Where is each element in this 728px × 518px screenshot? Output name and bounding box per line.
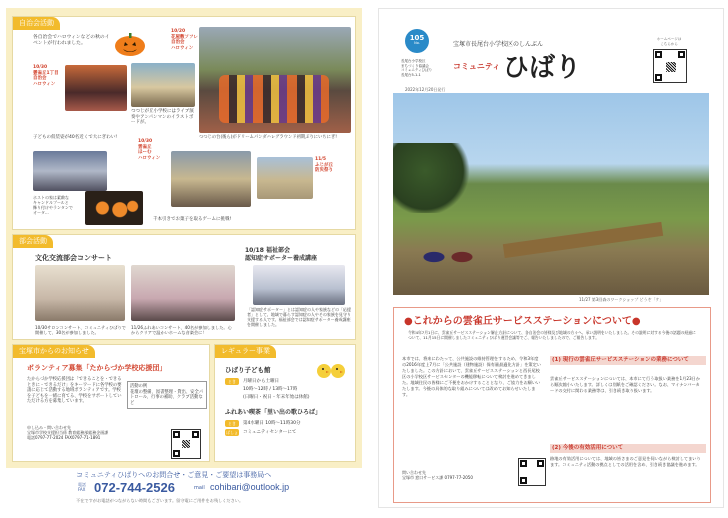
homepage-qr-code[interactable]	[653, 49, 687, 83]
cap-kids: 子どもの仮装姿が40名近くで大にぎわい!	[33, 135, 118, 140]
photo-concert-b	[131, 265, 235, 321]
chip-when-b: とき	[225, 420, 239, 427]
issue-number: 105	[409, 34, 425, 42]
masthead-subtitle: 宝塚市長尾台小学校区のしんぶん	[453, 41, 544, 48]
photo-concert-a	[35, 265, 125, 321]
notice-examples: 活動の例 花壇の整備、図書整理・貸出、安全パトロール、行事の補助、クラブ活動など	[127, 381, 207, 409]
photo-caption: 11/27 第3回森のワークショップ どうぞ「ケ」	[579, 297, 664, 302]
footer-email[interactable]: cohibari@outlook.jp	[210, 482, 290, 492]
halloween-section	[12, 16, 356, 230]
cap-live: つつじが丘小学校にはライブ演奏やアンパンマンのイラストボードが。	[131, 109, 194, 125]
masthead-title: ひばり	[503, 53, 582, 83]
regular-time-b2: コミュニティセンターにて	[243, 430, 297, 435]
tag-1030b: 10/30 雲雀丘 ほーむ ハロウィン	[138, 139, 161, 161]
photo-bingo	[33, 151, 107, 191]
photo-live-music	[131, 63, 195, 107]
regular-title-a: ひばり子ども館	[225, 366, 271, 374]
regular-time-a1: 月曜日から土曜日	[243, 379, 279, 384]
halloween-header: 自治会活動	[13, 17, 60, 30]
chip-where-b: ばしょ	[226, 430, 238, 435]
culture-header: 部会活動	[13, 235, 53, 248]
article-contact: 問い合わせ先 宝塚市 窓口サービス課 0797-77-2050	[402, 470, 473, 480]
issue-date: 2022年12月20日発行	[405, 87, 446, 92]
side-info: 長尾台小学校区 まちづくり協議会 コミュニティひばり 長尾台5-1-1	[401, 59, 433, 77]
chip-when-a: とき	[225, 378, 239, 385]
tag-1020: 10/20 花屋敷ソフレ 自治会 ハロウィン	[171, 29, 198, 51]
culture-body-b: 「認知症サポーター」とは認知症の人や家族などの「応援者」として、地域で暮らす認知症の人やその家族を見守り支援する人です。福祉部会では認知症サポーター養成講座を開催しました。	[247, 307, 351, 327]
culture-title-a: 文化交流部会コンサート	[35, 254, 112, 262]
tag-1030a: 10/30 霊雀丘1丁目 自治会 ハロウィン	[33, 65, 59, 87]
halloween-intro: 各自治会でハロウィンなどの秋のイベントが行われました。	[33, 35, 110, 47]
footer-heading: コミュニティひばりへのお問合せ・ご意見・ご要望は事務局へ	[76, 471, 272, 479]
regular-time-a3: (日曜日・祝日・年末年始は休館)	[243, 395, 310, 400]
notice-title: ボランティア募集「たからづか学校応援団」	[27, 364, 167, 372]
article-lead: 令和4年7月1日に、雲雀丘サービスステーション解止方針について、各自治会の皆様及び地域の方々へ、承い説明をいたしました。その説明に対する今後の話題の経過について、11月15日に開催しましたコミュニティひばり運営会議等でご、報告いたしましたので、ご報告します。	[408, 330, 696, 340]
cap-tsutsuji: つつじの台(後ら)がドリームパンダハレグラウンド初期ぶりにいちにぎ!	[199, 135, 337, 140]
article-qr-code[interactable]	[518, 458, 546, 486]
photo-field	[257, 157, 313, 199]
right-page	[378, 8, 724, 508]
photo-kids-costume	[65, 65, 127, 111]
tag-1105: 11/5 ふじが丘 防災祭り	[315, 157, 333, 173]
photo-pumpkins	[85, 191, 143, 225]
culture-title-b: 10/18 福祉部会 認知症サポーター養成講座	[245, 247, 318, 262]
cap-bingo: ホストの家は素敵な キャンドルプールと 飾り付けやランタンで オータ...	[33, 195, 73, 215]
left-footer	[6, 470, 362, 510]
people-group	[413, 233, 483, 273]
masthead-prefix: コミュニティ	[453, 62, 501, 71]
photo-candy-game	[171, 151, 251, 207]
regular-time-b1: 第4水曜日 10時〜11時30分	[243, 421, 301, 426]
photo-dementia	[253, 265, 345, 305]
footer-note: 不在ですがお電話がつながらない時間もございます。留守電にご用件をお残しください。	[76, 498, 244, 503]
right-sec1-title: (1) 現行の雲雀丘サービスステーションの業務について	[550, 356, 706, 365]
right-sec2-title: (2) 今後の有効活用について	[550, 444, 706, 453]
article-body-left: 本市では、将来にわたって、公共施設の維持管理をするため、令和3年度の2016年度上7月に「公共施設（建物施設）保有量最適化方針」を策定いたしました。この方針において、雲雀丘サービスステーションと西長尾校区の小学校区サービスセンターの機能移転について検討を進めてきました。地域住民の皆様にご不便をおかけすることとなり、ご協力をお願いいたします。今後の具体的な取り組みについては改めてお知らせいたします。	[402, 356, 541, 397]
notice-contact: 申し込み・問い合わせ先 宝塚市学校支援担当係 教育総務部総務企画課 電話0797-77-2024 FAX0797-71-1891	[27, 425, 109, 440]
issue-badge	[405, 29, 429, 53]
photo-halloween-group	[199, 27, 351, 133]
cap-concert-b: 11/26ふれあいコンサート、40名が参加しました。心からクリアで温かいホームな音楽会に！	[131, 325, 232, 335]
footer-phone[interactable]: 072-744-2526	[94, 480, 175, 495]
issue-label: No.	[414, 41, 420, 45]
footer-mail-label: mail	[194, 485, 205, 491]
qr-note: ホームページは こちらから	[656, 37, 682, 46]
notice-section	[12, 344, 210, 462]
left-page	[6, 8, 362, 468]
article-title: ●これからの雲雀丘サービスステーションについて●	[404, 316, 641, 327]
bench	[503, 222, 663, 258]
article-box	[393, 307, 711, 503]
pumpkin-icon	[114, 31, 146, 57]
culture-section	[12, 234, 356, 340]
cap-pumpkin: 千本引きでお菓子を取るゲームに挑戦!	[153, 217, 232, 222]
regular-header: レギュラー事業	[215, 345, 276, 358]
notice-qr-code	[171, 429, 201, 459]
footer-phone-label: 電話 FAX	[78, 482, 86, 492]
right-sec1-body: 雲雀丘サービスステーションについては、本市にて行う取扱い業務を1月23日から順次縮小いたします。詳しくは別紙をご確認ください。なお、マイナンバーカードの交付に関わる業務等は、引き続き取り扱います。	[550, 376, 701, 393]
notice-body: たからづか学校応援団は「できることを・できるときに・できるだけ」をキーワードに各学校の要請に応じて活動する地域ボランティアです。学校を子どもを一緒に育てる、学校をサポートしていただける方を募集しています。	[27, 377, 122, 404]
right-sec2-body: 跡地の有効活用については、地域の皆さまのご意見を伺いながら検討してまいります。コミュニティ活動の拠点としての活用を含め、引き続き協議を進めます。	[550, 456, 701, 467]
notice-header: 宝塚市からのお知らせ	[13, 345, 95, 358]
regular-title-b: ふれあい喫茶「里い出の歌ひろば」	[225, 409, 322, 416]
regular-time-a2: 10時〜12時 / 13時〜17時	[243, 387, 298, 392]
main-photo	[393, 93, 709, 295]
cap-concert-a: 10/30サロンコンサート、コミュニティひばりで開催して、30名が参加しました。	[35, 325, 126, 335]
regular-section	[214, 344, 356, 462]
tree-shapes	[393, 143, 473, 213]
